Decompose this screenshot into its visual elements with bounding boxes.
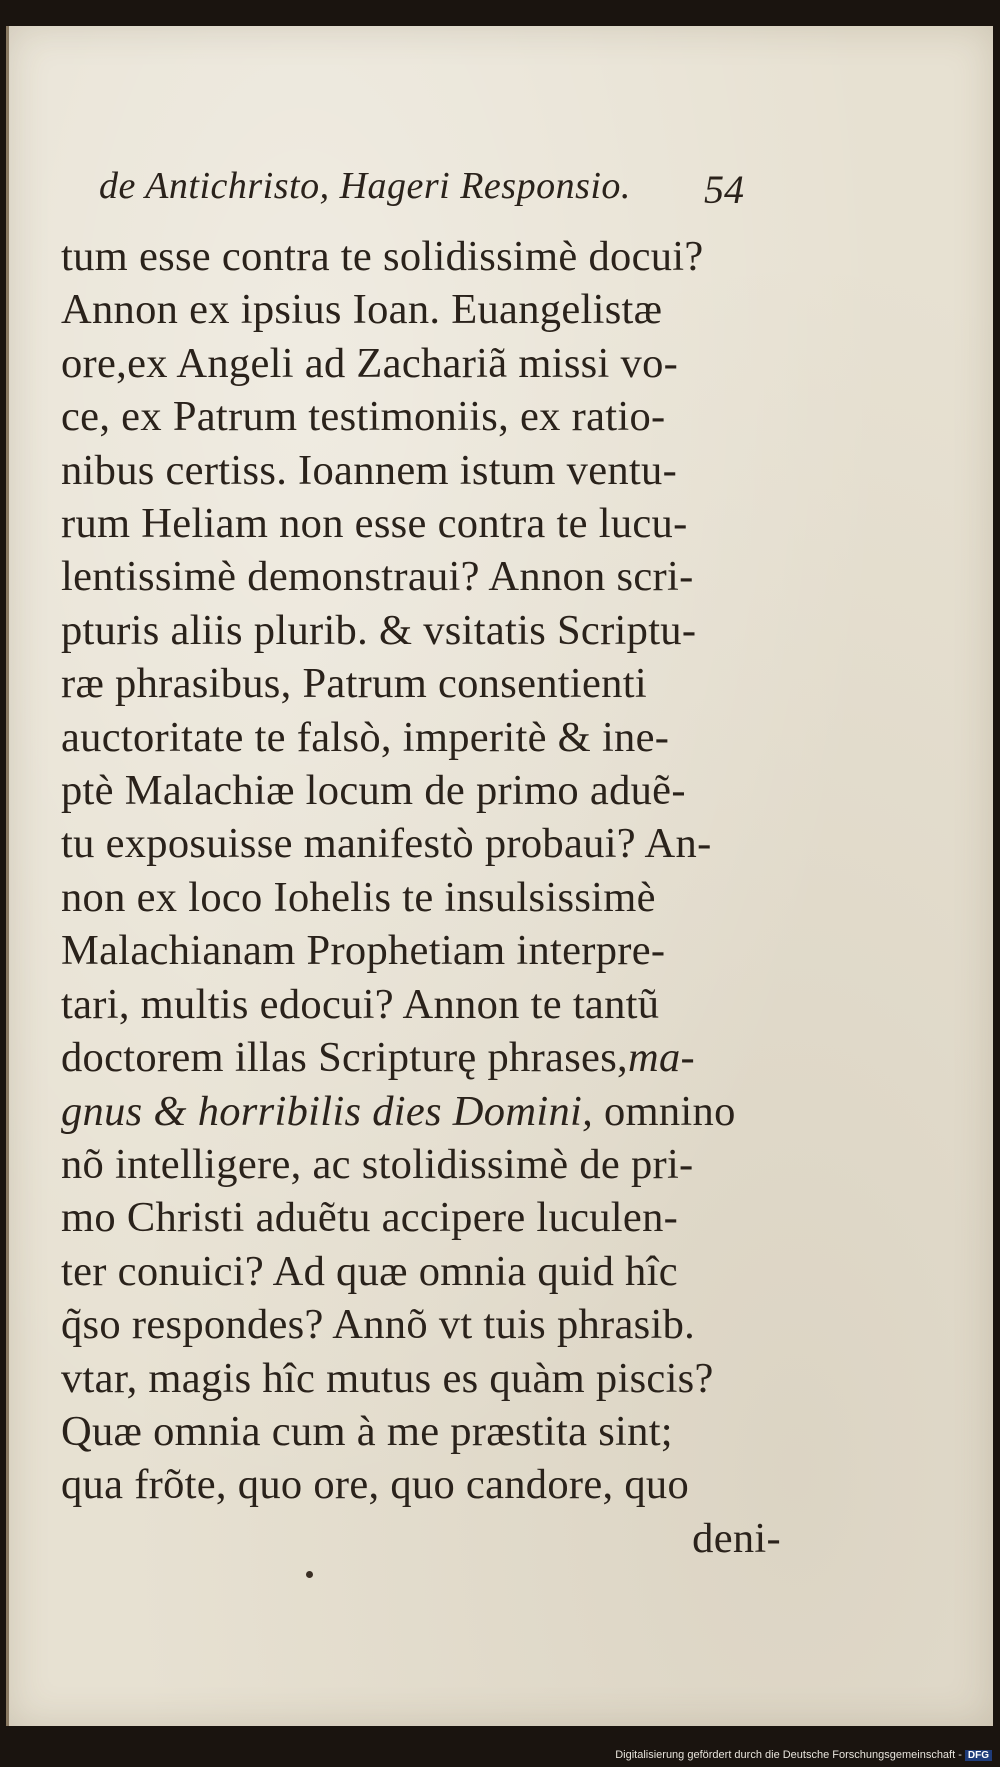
- text-line: ræ phrasibus, Patrum consentienti: [61, 660, 647, 708]
- text-line: mo Christi aduẽtu accipere luculen-: [61, 1194, 679, 1242]
- text-line: rum Heliam non esse contra te lucu-: [61, 500, 688, 548]
- italic-phrase-start: ma-: [627, 1034, 695, 1082]
- text-line: Quæ omnia cum à me præstita sint;: [61, 1407, 673, 1455]
- text-line: tum esse contra te solidissimè docui?: [61, 233, 704, 280]
- text-line: vtar, magis hîc mutus es quàm piscis?: [61, 1354, 714, 1402]
- text-line: tari, multis edocui? Annon te tantũ: [61, 980, 660, 1028]
- text-line: non ex loco Iohelis te insulsissimè: [61, 873, 656, 921]
- footer-text: Digitalisierung gefördert durch die Deutsche Forschungsgemeinschaft -: [615, 1749, 962, 1761]
- body-text: [61, 230, 781, 1565]
- text-line-mixed: [61, 1031, 781, 1084]
- text-line: Malachianam Prophetiam interpre-: [61, 927, 666, 975]
- page-number: 54: [704, 167, 744, 212]
- text-line: q̃so respondes? Annõ vt tuis phrasib.: [61, 1301, 696, 1349]
- text-line: qua frõte, quo ore, quo candore, quo: [61, 1461, 690, 1509]
- digitization-footer: [615, 1749, 992, 1761]
- text-line: Annon ex ipsius Ioan. Euangelistæ: [61, 286, 663, 334]
- text-line: lentissimè demonstraui? Annon scri-: [61, 553, 694, 601]
- text-line: tu exposuisse manifestò probaui? An-: [61, 820, 712, 868]
- text-line: ptè Malachiæ locum de primo aduẽ-: [61, 767, 686, 815]
- text-line-roman: omnino: [593, 1087, 736, 1135]
- text-line: ter conuici? Ad quæ omnia quid hîc: [61, 1247, 678, 1295]
- text-line: nibus certiss. Ioannem istum ventu-: [61, 446, 678, 494]
- text-line: pturis aliis plurib. & vsitatis Scriptu-: [61, 606, 697, 654]
- running-head: de Antichristo, Hageri Responsio.: [99, 165, 631, 207]
- ink-speck: [306, 1571, 313, 1578]
- book-page: [6, 26, 993, 1726]
- catchword: deni-: [692, 1514, 781, 1562]
- text-line-mixed: [61, 1085, 781, 1138]
- dfg-logo: DFG: [965, 1750, 992, 1761]
- italic-phrase: gnus & horribilis dies Domini,: [61, 1087, 594, 1135]
- text-line: nõ intelligere, ac stolidissimè de pri-: [61, 1140, 694, 1188]
- text-line: ore,ex Angeli ad Zachariã missi vo-: [61, 339, 679, 387]
- text-line: auctoritate te falsò, imperitè & ine-: [61, 713, 670, 761]
- text-line: ce, ex Patrum testimoniis, ex ratio-: [61, 393, 666, 441]
- text-line-roman: doctorem illas Scripturę phrases,: [61, 1034, 628, 1082]
